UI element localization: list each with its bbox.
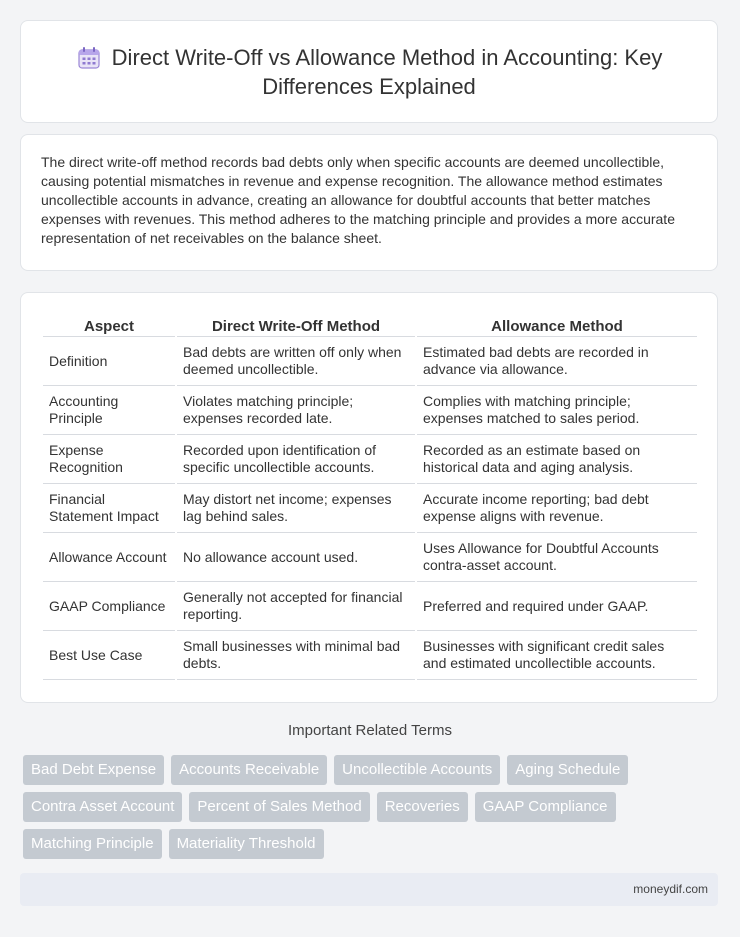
comparison-table <box>41 315 699 680</box>
column-header-aspect: Aspect <box>43 315 175 337</box>
title-card <box>20 20 718 123</box>
row-allowance: Uses Allowance for Doubtful Accounts contra-asset account. <box>417 533 697 582</box>
row-aspect: Allowance Account <box>43 533 175 582</box>
tag-accounts-receivable[interactable]: Accounts Receivable <box>171 755 327 785</box>
table-row <box>43 631 697 680</box>
row-allowance: Complies with matching principle; expenses matched to sales period. <box>417 386 697 435</box>
tag-recoveries[interactable]: Recoveries <box>377 792 468 822</box>
tag-gaap-compliance[interactable]: GAAP Compliance <box>475 792 616 822</box>
table-row <box>43 484 697 533</box>
table-header-row <box>43 315 697 337</box>
calendar-icon <box>76 45 102 71</box>
table-row <box>43 533 697 582</box>
site-name[interactable]: moneydif.com <box>633 882 708 896</box>
row-allowance: Preferred and required under GAAP. <box>417 582 697 631</box>
row-aspect: Accounting Principle <box>43 386 175 435</box>
row-direct: May distort net income; expenses lag behind sales. <box>177 484 415 533</box>
tag-matching-principle[interactable]: Matching Principle <box>23 829 162 859</box>
tag-uncollectible-accounts[interactable]: Uncollectible Accounts <box>334 755 500 785</box>
row-aspect: Definition <box>43 337 175 386</box>
tag-row <box>23 792 723 822</box>
row-direct: Recorded upon identification of specific uncollectible accounts. <box>177 435 415 484</box>
page-title: Direct Write-Off vs Allowance Method in Accounting: Key Differences Explained <box>111 45 663 99</box>
table-row <box>43 337 697 386</box>
tag-aging-schedule[interactable]: Aging Schedule <box>507 755 628 785</box>
row-direct: Bad debts are written off only when deemed uncollectible. <box>177 337 415 386</box>
tag-row <box>23 755 723 785</box>
column-header-allowance: Allowance Method <box>417 315 697 337</box>
row-direct: Small businesses with minimal bad debts. <box>177 631 415 680</box>
intro-card <box>20 134 718 271</box>
table-row <box>43 582 697 631</box>
row-direct: Generally not accepted for financial reporting. <box>177 582 415 631</box>
tag-row <box>23 829 723 859</box>
row-allowance: Businesses with significant credit sales and estimated uncollectible accounts. <box>417 631 697 680</box>
related-terms-list <box>23 755 723 866</box>
column-header-direct: Direct Write-Off Method <box>177 315 415 337</box>
row-allowance: Estimated bad debts are recorded in advance via allowance. <box>417 337 697 386</box>
table-row <box>43 435 697 484</box>
title-wrap <box>41 43 697 101</box>
row-allowance: Recorded as an estimate based on historical data and aging analysis. <box>417 435 697 484</box>
row-aspect: Expense Recognition <box>43 435 175 484</box>
row-aspect: Best Use Case <box>43 631 175 680</box>
row-direct: No allowance account used. <box>177 533 415 582</box>
tag-contra-asset-account[interactable]: Contra Asset Account <box>23 792 182 822</box>
row-allowance: Accurate income reporting; bad debt expense aligns with revenue. <box>417 484 697 533</box>
tag-bad-debt-expense[interactable]: Bad Debt Expense <box>23 755 164 785</box>
footer <box>20 873 718 906</box>
row-direct: Violates matching principle; expenses recorded late. <box>177 386 415 435</box>
comparison-card <box>20 292 718 703</box>
tag-percent-of-sales-method[interactable]: Percent of Sales Method <box>189 792 369 822</box>
intro-paragraph: The direct write-off method records bad debts only when specific accounts are deemed uncollectible, causing potential mismatches in revenue and expense recognition. The allowance method estimates uncollectible accounts in advance, creating an allowance for doubtful accounts that better matches expenses with revenues. This method adheres to the matching principle and provides a more accurate representation of net receivables on the balance sheet. <box>41 154 675 246</box>
row-aspect: Financial Statement Impact <box>43 484 175 533</box>
related-terms-heading: Important Related Terms <box>288 722 452 739</box>
tag-materiality-threshold[interactable]: Materiality Threshold <box>169 829 324 859</box>
row-aspect: GAAP Compliance <box>43 582 175 631</box>
table-row <box>43 386 697 435</box>
